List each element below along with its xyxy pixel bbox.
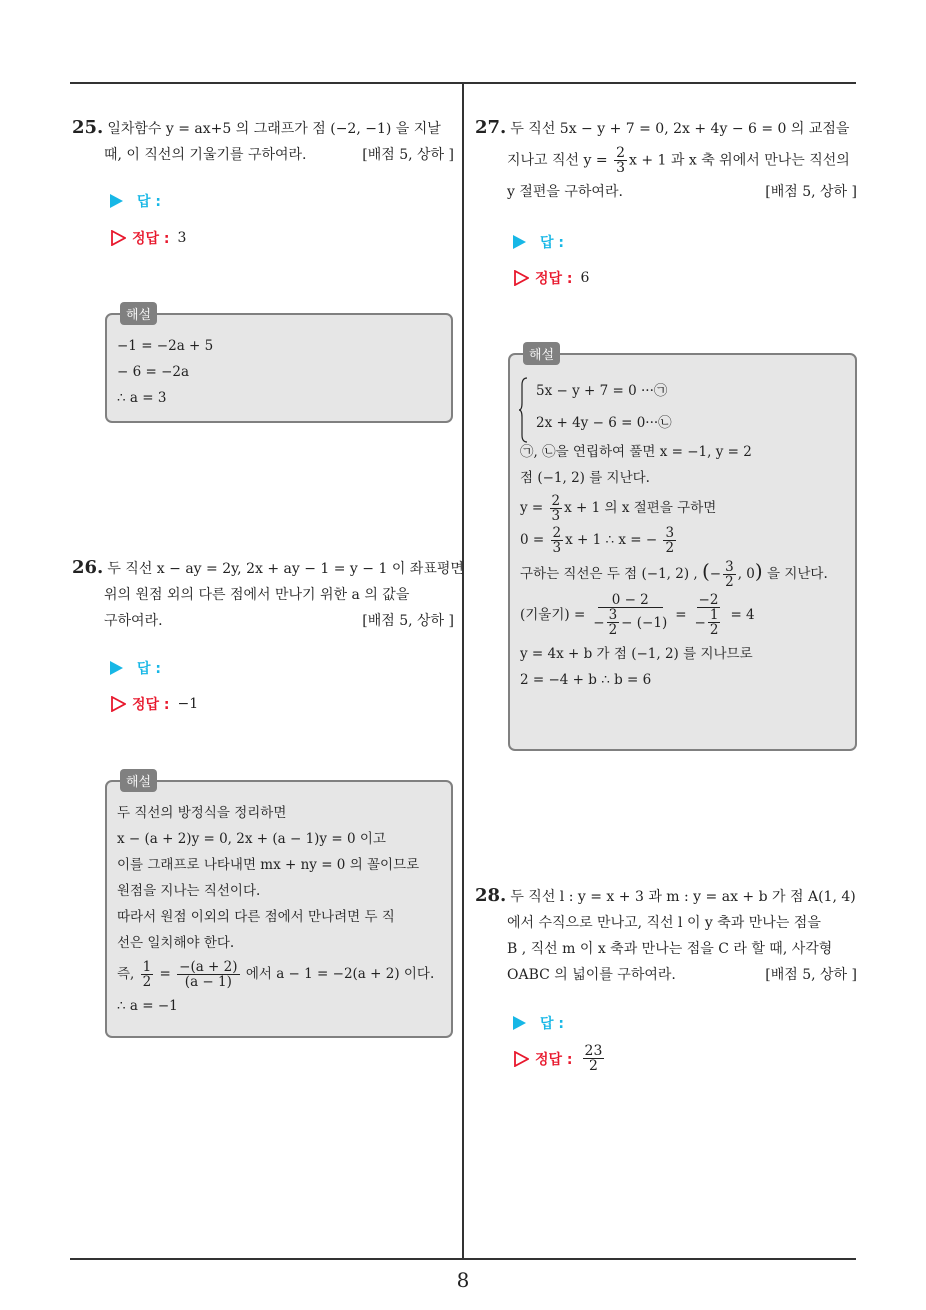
answer-row (513, 1013, 572, 1033)
numerator: 3 (725, 559, 734, 575)
numerator: 0 − 2 (598, 593, 663, 608)
numerator: 1 (709, 607, 719, 623)
numerator: 23 (584, 1043, 603, 1059)
solution-tag: 해설 (120, 769, 157, 792)
correct-answer-label: 정답 : (535, 1051, 573, 1068)
text: 지나고 직선 y = (507, 152, 608, 169)
text: 즉, (117, 966, 135, 982)
solution-line (520, 494, 845, 523)
solution-line: x − (a + 2)y = 0, 2x + (a − 1)y = 0 이고 (117, 831, 386, 847)
problem-text: 위의 원점 외의 다른 점에서 만나기 위한 a 의 값을 (104, 587, 410, 603)
solution-line: 점 (−1, 2) 를 지난다. (520, 470, 650, 486)
denominator: 2 (608, 622, 618, 638)
problem-number: 26. (72, 557, 104, 578)
fraction (723, 560, 736, 589)
outline-triangle-icon (513, 1051, 529, 1067)
text: x + 1 ∴ x = − (565, 532, 658, 548)
solution-line: − 6 = −2a (117, 364, 190, 380)
text: x + 1 과 x 축 위에서 만나는 직선의 (629, 152, 850, 169)
denominator: 2 (709, 622, 719, 638)
filled-triangle-icon (513, 1016, 526, 1030)
text: 구하는 직선은 두 점 (−1, 2) , (520, 566, 698, 582)
numerator: 1 (142, 959, 152, 975)
solution-line (520, 526, 845, 555)
solution-tag: 해설 (523, 342, 560, 365)
text: , 0 (737, 566, 755, 582)
fraction (551, 526, 564, 555)
points-label: [배점 5, 상하 ] (765, 967, 857, 983)
denominator: 2 (725, 574, 734, 590)
numerator: 3 (665, 525, 675, 541)
denominator: 3 (551, 508, 561, 524)
problem-text: 두 직선 5x − y + 7 = 0, 2x + 4y − 6 = 0 의 교점을 (510, 121, 850, 137)
denominator: 2 (665, 540, 675, 556)
denominator: 2 (588, 1058, 598, 1074)
solution-line: −1 = −2a + 5 (117, 338, 214, 354)
solution-line: ∴ a = −1 (117, 998, 178, 1014)
text: = 4 (730, 607, 755, 623)
numerator: −2 (698, 592, 719, 608)
problem-27 (475, 115, 857, 205)
text: − (694, 614, 706, 631)
answer-row (110, 658, 169, 678)
answer-label: 답 : (137, 661, 161, 677)
fraction (693, 593, 725, 637)
solution-line: 두 직선의 방정식을 정리하면 (117, 805, 287, 821)
fraction (177, 960, 239, 989)
filled-triangle-icon (110, 194, 123, 208)
answer-label: 답 : (540, 235, 564, 251)
solution-line (520, 593, 845, 637)
problem-text: 두 직선 l : y = x + 3 과 m : y = ax + b 가 점 A(1, 4) (510, 889, 856, 905)
outline-triangle-icon (110, 696, 126, 712)
text: − (−1) (621, 614, 668, 631)
column-divider (462, 82, 464, 1259)
text: 0 = (520, 532, 545, 548)
numerator: 2 (551, 493, 561, 509)
correct-answer-value: 6 (580, 270, 590, 286)
points-label: [배점 5, 상하 ] (362, 147, 454, 163)
numerator: −(a + 2) (179, 959, 238, 975)
solution-line: 구하는 직선은 두 점 (−1, 2) , (− $\frac{3}{2}$ , 0) 을 지난다. (520, 559, 828, 590)
problem-26 (72, 555, 464, 634)
correct-answer-fraction (583, 1044, 605, 1073)
problem-number: 25. (72, 117, 104, 138)
problem-text: 구하여라. (104, 613, 163, 629)
solution-box (508, 353, 857, 751)
problem-text: 에서 수직으로 만나고, 직선 l 이 y 축과 만나는 점을 (507, 915, 821, 931)
problem-text: y 절편을 구하여라. (507, 184, 623, 200)
filled-triangle-icon (110, 661, 123, 675)
correct-answer-label: 정답 : (535, 271, 573, 287)
answer-label: 답 : (137, 194, 161, 210)
filled-triangle-icon (513, 235, 526, 249)
solution-line: y = 4x + b 가 점 (−1, 2) 를 지나므로 (520, 646, 753, 662)
correct-answer-row (110, 228, 186, 248)
text: = (675, 607, 687, 623)
solution-line: 이를 그래프로 나타내면 mx + ny = 0 의 꼴이므로 (117, 857, 420, 873)
points-label: [배점 5, 상하 ] (765, 184, 857, 200)
answer-row (513, 232, 572, 252)
solution-line: ㉠, ㉡을 연립하여 풀면 x = −1, y = 2 (520, 444, 752, 460)
correct-answer-label: 정답 : (132, 231, 170, 247)
solution-box (105, 313, 453, 423)
left-brace-icon (518, 377, 528, 443)
denominator: (a − 1) (184, 974, 232, 990)
text: y = (520, 500, 544, 516)
numerator: 3 (608, 607, 618, 623)
solution-tag: 해설 (120, 302, 157, 325)
numerator: 2 (616, 145, 625, 161)
solution-line: ∴ a = 3 (117, 390, 167, 406)
problem-28 (475, 883, 857, 988)
text: − (709, 566, 722, 582)
denominator (591, 608, 669, 637)
correct-answer-row (513, 1044, 606, 1073)
text: (기울기) = (520, 607, 586, 623)
text: − (593, 614, 605, 631)
correct-answer-label: 정답 : (132, 697, 170, 713)
problem-text: 때, 이 직선의 기울기를 구하여라. (104, 147, 307, 163)
fraction (614, 146, 627, 175)
solution-box (105, 780, 453, 1038)
answer-label: 답 : (540, 1016, 564, 1032)
fraction (663, 526, 676, 555)
problem-text: 두 직선 x − ay = 2y, 2x + ay − 1 = y − 1 이 좌표평면 (107, 561, 464, 577)
fraction (591, 593, 669, 637)
fraction (708, 608, 721, 637)
fraction (607, 608, 620, 637)
denominator: 3 (552, 540, 562, 556)
correct-answer-value: −1 (177, 696, 199, 712)
outline-triangle-icon (110, 230, 126, 246)
bottom-rule (70, 1258, 856, 1260)
problem-text: OABC 의 넓이를 구하여라. (507, 967, 676, 983)
solution-line: 따라서 원점 이외의 다른 점에서 만나려면 두 직 (117, 909, 395, 925)
denominator: 3 (616, 160, 625, 176)
text: x + 1 의 x 절편을 구하면 (564, 500, 717, 516)
solution-line: 즉, $\frac{1}{2}$ = $\frac{-(a + 2)}{(a - 1)}$ 에서 a − 1 = −2(a + 2) 이다. (117, 959, 435, 990)
solution-line: 2 = −4 + b ∴ b = 6 (520, 672, 652, 688)
text: 에서 a − 1 = −2(a + 2) 이다. (245, 966, 435, 982)
problem-text: B , 직선 m 이 x 축과 만나는 점을 C 라 할 때, 사각형 (507, 941, 833, 957)
outline-triangle-icon (513, 270, 529, 286)
points-label: [배점 5, 상하 ] (362, 613, 454, 629)
solution-line: 선은 일치해야 한다. (117, 935, 235, 951)
text: 을 지난다. (766, 566, 828, 582)
solution-line: 2x + 4y − 6 = 0···㉡ (536, 415, 672, 431)
fraction (141, 960, 154, 989)
correct-answer-row (110, 694, 198, 714)
solution-line: 원점을 지나는 직선이다. (117, 883, 261, 899)
page-number: 8 (456, 1268, 470, 1292)
fraction (550, 494, 563, 523)
correct-answer-value: 3 (177, 230, 187, 246)
numerator: 2 (552, 525, 562, 541)
problem-text: 일차함수 y = ax+5 의 그래프가 점 (−2, −1) 을 지날 (107, 121, 441, 137)
problem-number: 27. (475, 117, 507, 138)
answer-row (110, 191, 169, 211)
problem-25 (72, 115, 454, 168)
solution-line: 5x − y + 7 = 0 ···㉠ (536, 383, 668, 399)
problem-number: 28. (475, 885, 507, 906)
denominator: 2 (142, 974, 152, 990)
problem-text (475, 146, 857, 175)
denominator (693, 608, 725, 637)
correct-answer-row (513, 268, 589, 288)
